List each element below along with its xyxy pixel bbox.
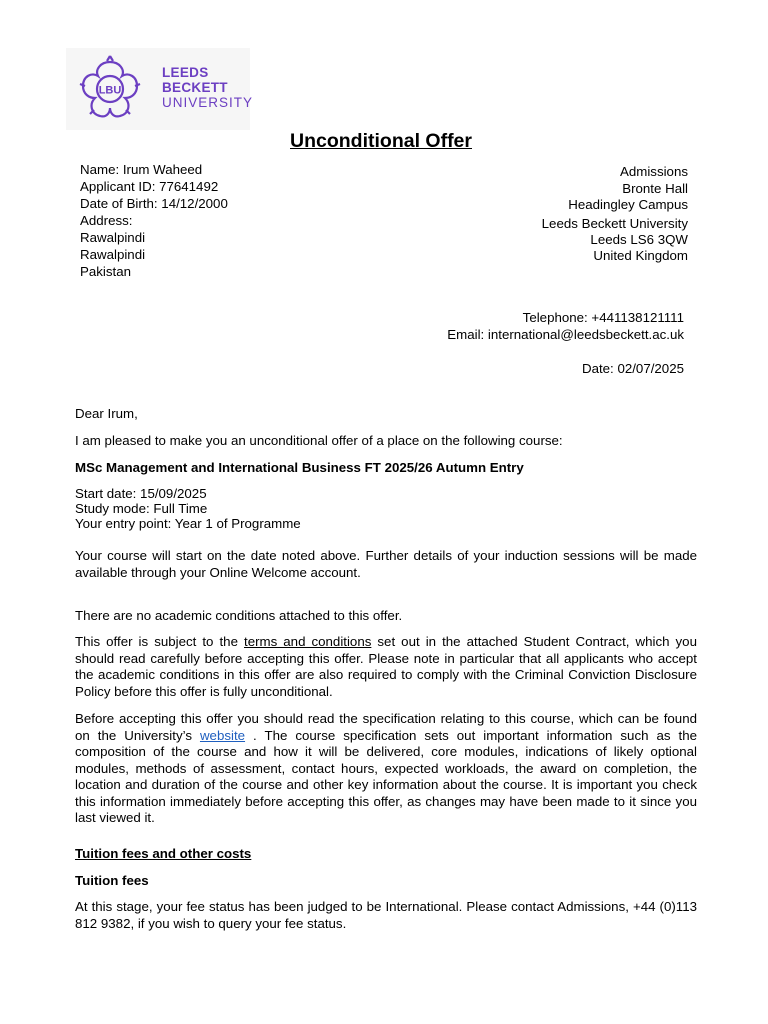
course-title: MSc Management and International Business FT 2025/26 Autumn Entry [75, 460, 524, 475]
admissions-line: Admissions [620, 164, 688, 179]
admissions-line: Leeds LS6 3QW [590, 232, 688, 247]
applicant-id: Applicant ID: 77641492 [80, 179, 219, 194]
fees-subheading: Tuition fees [75, 873, 149, 888]
course-details [75, 486, 697, 531]
logo-line-university: UNIVERSITY [162, 95, 254, 110]
spec-text: Before accepting this offer you should read the specification relating to this course, which can be found on the University’s [75, 711, 697, 743]
logo-wordmark [162, 65, 253, 110]
website-link[interactable]: website [199, 727, 246, 743]
rose-emblem-icon [75, 54, 145, 124]
logo-line-leeds: LEEDS [162, 65, 209, 80]
terms-text: This offer is subject to the [75, 634, 244, 649]
admissions-line: United Kingdom [593, 248, 688, 263]
email: Email: international@leedsbeckett.ac.uk [447, 327, 684, 342]
applicant-details [80, 161, 228, 280]
svg-text:LBU: LBU [98, 84, 122, 97]
address-label: Address: [80, 213, 133, 228]
address-line: Rawalpindi [80, 230, 146, 245]
spec-text: . The course specification sets out important information such as the composition of the course and how it will be delivered, core modules, indications of likely optional modules, methods of assessment, contact hours, expected workloads, the award on completion, the location and duration of the course and other key information about the course. It is important you check this information immediately before accepting this offer, as changes may have been made to it since you last viewed it. [75, 727, 697, 825]
admissions-line: Headingley Campus [568, 197, 688, 212]
telephone: Telephone: +441138121111 [522, 310, 684, 325]
terms-and-conditions-link[interactable]: terms and conditions [244, 634, 372, 649]
study-mode: Study mode: Full Time [75, 501, 208, 516]
address-line: Rawalpindi [80, 247, 146, 262]
entry-point: Your entry point: Year 1 of Programme [75, 516, 301, 531]
applicant-dob: Date of Birth: 14/12/2000 [80, 196, 228, 211]
admissions-address [542, 163, 688, 264]
logo-line-beckett: BECKETT [162, 80, 228, 95]
applicant-name: Name: Irum Waheed [80, 162, 203, 177]
greeting: Dear Irum, [75, 406, 138, 421]
contact-details [447, 309, 684, 343]
terms-paragraph [75, 634, 697, 700]
intro-text: I am pleased to make you an unconditional offer of a place on the following course: [75, 433, 563, 448]
terms-text: set out in the attached Student Contract, which you should read carefully before accepting this offer. Please note in particular that all applicants who accept the academic conditions in this offer are also required to comply with the Criminal Conviction Disclosure Policy before this offer is fully unconditional. [75, 634, 697, 699]
admissions-line: Leeds Beckett University [541, 216, 688, 231]
start-date: Start date: 15/09/2025 [75, 486, 207, 501]
fees-heading: Tuition fees and other costs [75, 846, 252, 861]
letter-date: Date: 02/07/2025 [581, 361, 684, 376]
specification-paragraph [75, 711, 697, 827]
address-line: Pakistan [80, 264, 131, 279]
admissions-line: Bronte Hall [622, 181, 688, 196]
induction-paragraph: Your course will start on the date noted above. Further details of your induction sessions will be made available through your Online Welcome account. [75, 548, 697, 580]
page-title: Unconditional Offer [290, 130, 472, 152]
fees-paragraph: At this stage, your fee status has been judged to be International. Please contact Admissions, +44 (0)113 812 9382, if you wish to query your fee status. [75, 899, 697, 931]
conditions-paragraph: There are no academic conditions attached to this offer. [75, 608, 403, 623]
university-logo [66, 48, 254, 130]
